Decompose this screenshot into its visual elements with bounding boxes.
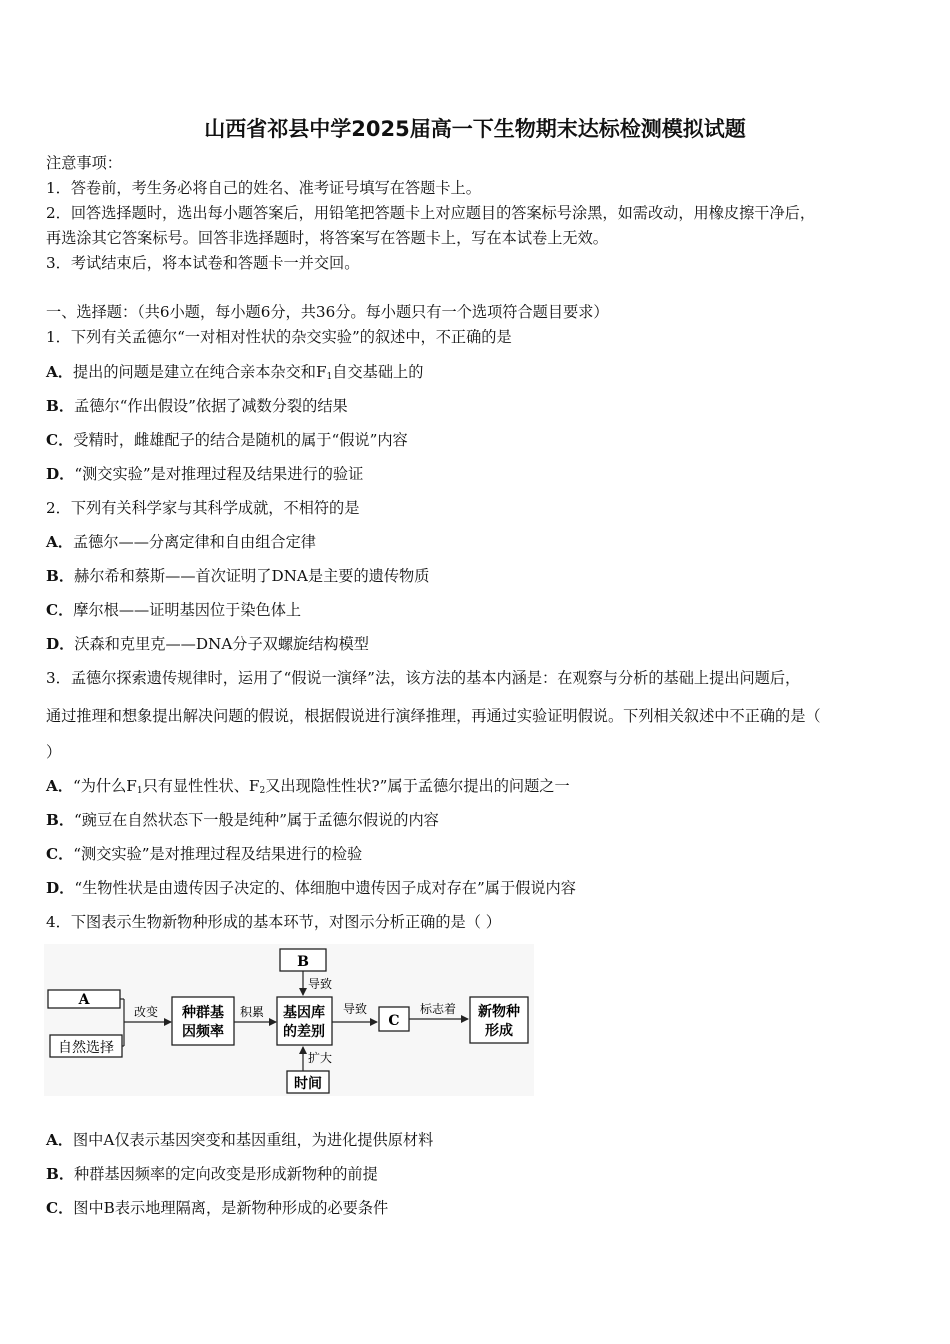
question-number: 4． <box>46 913 71 931</box>
subscript: 2 <box>259 786 266 796</box>
option-text: “测交实验”是对推理过程及结果进行的验证 <box>74 465 364 483</box>
option-text: 又出现隐性性状?”属于孟德尔提出的问题之一 <box>265 777 570 795</box>
question-text: 下列有关科学家与其科学成就，不相符的是 <box>70 499 360 517</box>
question-4-stem <box>46 912 501 932</box>
option-label: D． <box>46 635 75 653</box>
question-number: 2． <box>46 499 71 517</box>
question-2-option-b <box>46 566 429 586</box>
section-heading: 一、选择题：（共6小题，每小题6分，共36分。每小题只有一个选项符合题目要求） <box>46 303 609 321</box>
option-label: B． <box>46 1165 75 1183</box>
option-text: 自交基础上的 <box>332 363 424 381</box>
question-3-stem-line3: ） <box>46 743 62 761</box>
question-3-option-d <box>46 878 576 898</box>
notice-item: 3．考试结束后，将本试卷和答题卡一并交回。 <box>46 254 360 272</box>
label-mark: 标志着 <box>419 1002 457 1016</box>
label-lead-1: 导致 <box>308 977 333 991</box>
question-4-option-b <box>46 1164 378 1184</box>
option-text: 图中B表示地理隔离，是新物种形成的必要条件 <box>73 1199 389 1217</box>
option-label: C． <box>46 1199 74 1217</box>
label-lead-2: 导致 <box>342 1002 368 1016</box>
question-text: 孟德尔探索遗传规律时，运用了“假说一演绎”法，该方法的基本内涵是：在观察与分析的基础上提出问题后， <box>70 669 801 687</box>
option-text: 孟德尔“作出假设”依据了减数分裂的结果 <box>74 397 348 415</box>
box-gene-frequency-line2: 因频率 <box>182 1024 224 1040</box>
question-text: 下列有关孟德尔“一对相对性状的杂交实验”的叙述中，不正确的是 <box>70 328 512 346</box>
box-gene-pool-line2: 的差别 <box>283 1024 325 1040</box>
question-3-option-b <box>46 810 439 830</box>
page-title: 山西省祁县中学2025届高一下生物期末达标检测模拟试题 <box>204 117 746 141</box>
box-natural-selection-label: 自然选择 <box>58 1040 114 1056</box>
label-accumulate: 积累 <box>239 1005 265 1019</box>
option-label: B． <box>46 567 75 585</box>
option-label: B． <box>46 811 75 829</box>
box-b-label: B <box>297 954 309 970</box>
notice-item: 2．回答选择题时，选出每小题答案后，用铅笔把答题卡上对应题目的答案标号涂黑，如需改动，用橡皮擦干净后， <box>46 204 816 222</box>
box-new-species-line1: 新物种 <box>478 1004 520 1020</box>
question-3-stem <box>46 668 800 688</box>
option-label: A． <box>46 1131 73 1149</box>
option-text: 赫尔希和蔡斯——首次证明了DNA是主要的遗传物质 <box>74 567 430 585</box>
option-text: 提出的问题是建立在纯合亲本杂交和F <box>72 363 327 381</box>
box-new-species-line2: 形成 <box>485 1023 513 1039</box>
question-2-option-c <box>46 600 301 620</box>
question-1-option-a <box>46 362 423 387</box>
option-text: 沃森和克里克——DNA分子双螺旋结构模型 <box>74 635 369 653</box>
subscript: 1 <box>136 786 143 796</box>
question-2-stem <box>46 498 359 518</box>
question-1-option-d <box>46 464 363 484</box>
question-text: 下图表示生物新物种形成的基本环节，对图示分析正确的是（ ） <box>70 913 501 931</box>
option-text: “测交实验”是对推理过程及结果进行的检验 <box>73 845 363 863</box>
option-label: C． <box>46 431 74 449</box>
question-number: 1． <box>46 328 71 346</box>
option-text: 种群基因频率的定向改变是形成新物种的前提 <box>74 1165 378 1183</box>
option-label: A． <box>46 533 73 551</box>
option-label: D． <box>46 465 75 483</box>
label-expand: 扩大 <box>308 1051 333 1065</box>
option-label: A． <box>46 777 73 795</box>
option-text: “生物性状是由遗传因子决定的、体细胞中遗传因子成对存在”属于假说内容 <box>74 879 576 897</box>
notice-heading: 注意事项： <box>46 154 122 172</box>
box-c-label: C <box>388 1013 400 1029</box>
box-gene-pool-line1: 基因库 <box>283 1005 325 1021</box>
subscript: 1 <box>326 372 333 382</box>
option-text: 图中A仅表示基因突变和基因重组，为进化提供原材料 <box>72 1131 434 1149</box>
option-label: C． <box>46 845 74 863</box>
option-label: C． <box>46 601 74 619</box>
option-text: 受精时，雌雄配子的结合是随机的属于“假说”内容 <box>73 431 408 449</box>
box-a-label: A <box>78 992 90 1008</box>
label-change: 改变 <box>133 1005 159 1019</box>
box-gene-frequency-line1: 种群基 <box>182 1005 224 1021</box>
notice-item: 再选涂其它答案标号。回答非选择题时，将答案写在答题卡上，写在本试卷上无效。 <box>46 229 608 247</box>
option-text: 只有显性性状、F <box>142 777 260 795</box>
question-1-option-b <box>46 396 348 416</box>
question-2-option-a <box>46 532 316 552</box>
question-4-option-c <box>46 1198 388 1218</box>
question-number: 3． <box>46 669 71 687</box>
question-3-option-a <box>46 776 570 801</box>
option-text: “为什么F <box>72 777 137 795</box>
notice-item: 1．答卷前，考生务必将自己的姓名、准考证号填写在答题卡上。 <box>46 179 481 197</box>
box-time-label: 时间 <box>294 1076 322 1092</box>
speciation-diagram <box>44 944 534 1096</box>
question-2-option-d <box>46 634 369 654</box>
question-1-stem <box>46 327 512 347</box>
option-text: 摩尔根——证明基因位于染色体上 <box>73 601 302 619</box>
option-label: D． <box>46 879 75 897</box>
option-label: B． <box>46 397 75 415</box>
question-3-stem-line2: 通过推理和想象提出解决问题的假说，根据假说进行演绎推理，再通过实验证明假说。下列相关叙述中不正确的是（ <box>46 707 821 725</box>
option-text: 孟德尔——分离定律和自由组合定律 <box>72 533 316 551</box>
question-1-option-c <box>46 430 408 450</box>
question-4-option-a <box>46 1130 433 1150</box>
option-label: A． <box>46 363 73 381</box>
option-text: “豌豆在自然状态下一般是纯种”属于孟德尔假说的内容 <box>74 811 439 829</box>
question-3-option-c <box>46 844 362 864</box>
